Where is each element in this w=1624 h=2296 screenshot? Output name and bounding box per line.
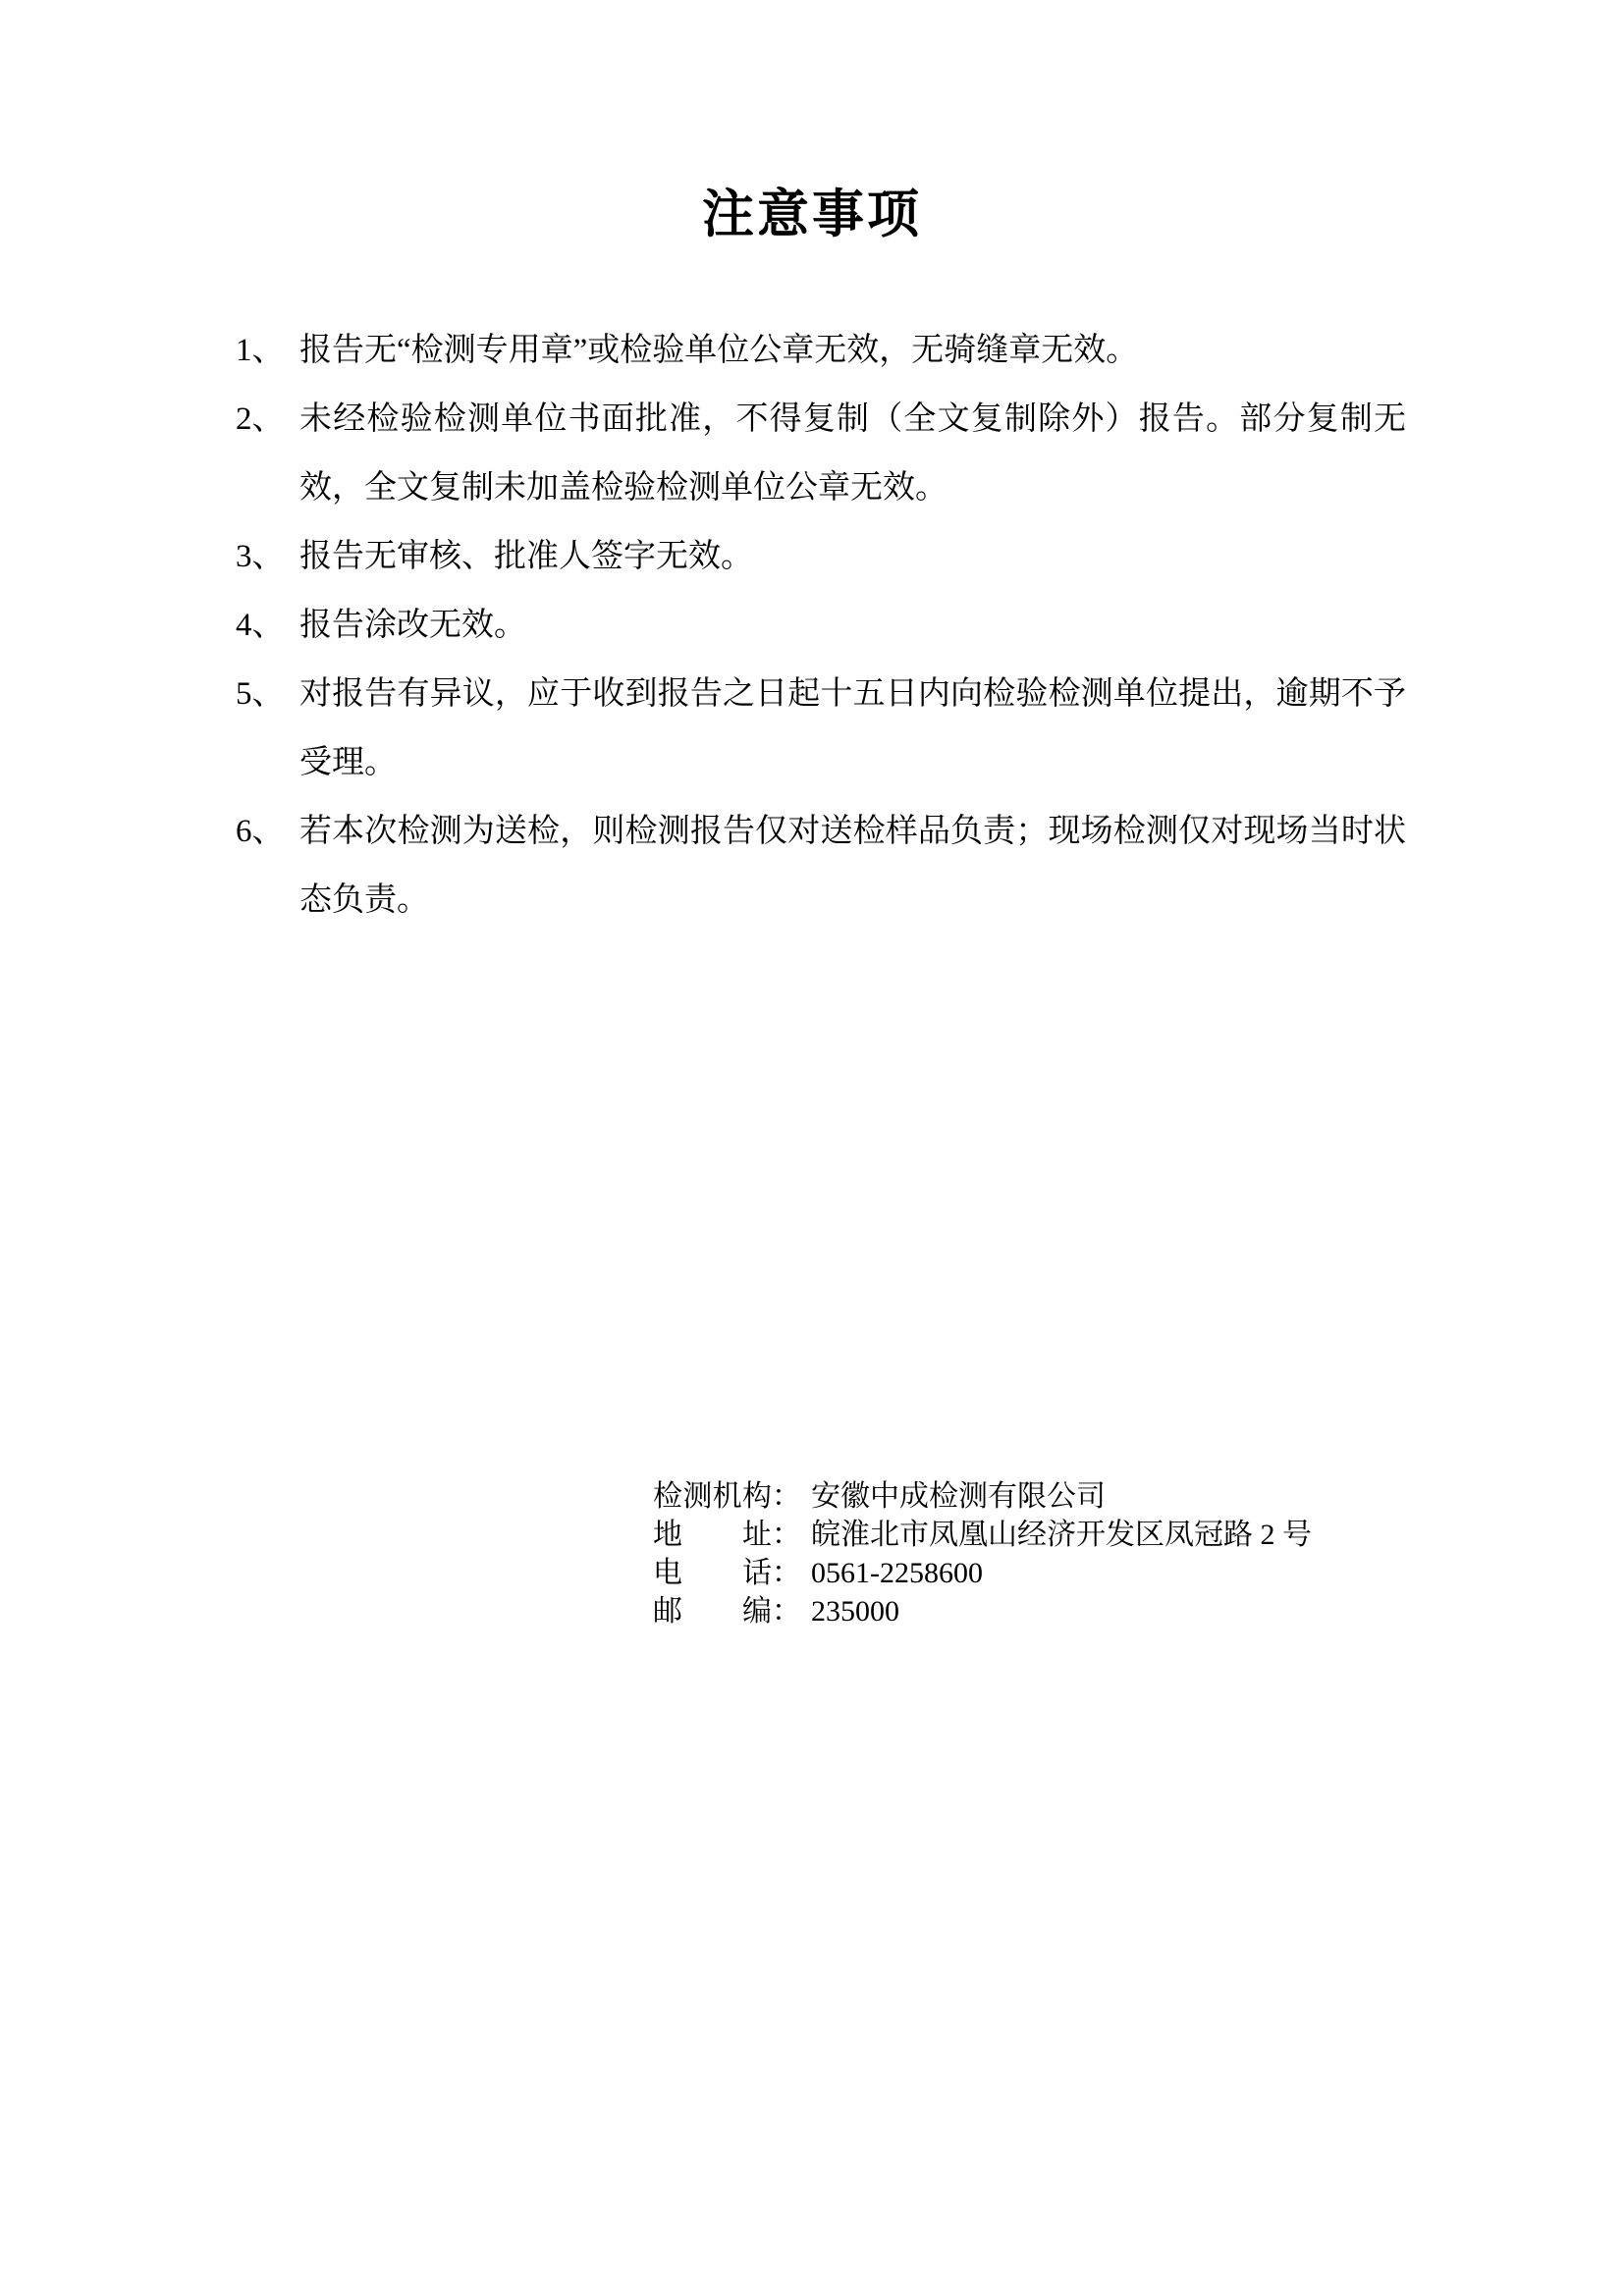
contact-row-label: 检测机构	[653, 1480, 772, 1513]
note-item-text: 未经检验检测单位书面批准，不得复制（全文复制除外）报告。部分复制无效，全文复制未加盖检验检测单位公章无效。	[299, 401, 1406, 506]
note-item-number: 2、	[236, 401, 285, 437]
contact-row-label: 邮编	[653, 1595, 772, 1628]
note-item-text: 对报告有异议，应于收到报告之日起十五日内向检验检测单位提出，逾期不予受理。	[299, 676, 1406, 780]
note-item-number: 6、	[236, 814, 285, 849]
contact-row-address	[653, 1516, 1312, 1554]
contact-row-value: 皖淮北市凤凰山经济开发区凤冠路 2 号	[811, 1519, 1312, 1551]
contact-row-colon: ：	[772, 1557, 801, 1589]
note-item-number: 4、	[236, 608, 285, 643]
note-item-number: 5、	[236, 676, 285, 712]
note-item	[236, 522, 1406, 591]
note-item	[236, 316, 1406, 385]
note-item-text: 报告涂改无效。	[299, 608, 526, 643]
note-item-number: 1、	[236, 333, 285, 368]
contact-row-value: 安徽中成检测有限公司	[811, 1480, 1106, 1513]
contact-info	[653, 1477, 1312, 1630]
notes-list	[236, 316, 1406, 934]
contact-row-value: 235000	[811, 1595, 899, 1628]
note-item-number: 3、	[236, 539, 285, 574]
note-item-text: 若本次检测为送检，则检测报告仅对送检样品负责；现场检测仅对现场当时状态负责。	[299, 814, 1406, 918]
contact-row-value: 0561-2258600	[811, 1557, 983, 1589]
note-item-text: 报告无“检测专用章”或检验单位公章无效，无骑缝章无效。	[299, 333, 1139, 368]
note-item	[236, 660, 1406, 797]
page-title: 注意事项	[702, 187, 922, 243]
contact-row-agency	[653, 1477, 1312, 1516]
contact-row-colon: ：	[772, 1595, 801, 1628]
contact-row-phone	[653, 1554, 1312, 1592]
contact-row-label: 地址	[653, 1519, 772, 1551]
contact-row-label: 电话	[653, 1557, 772, 1589]
note-item	[236, 385, 1406, 522]
note-item-text: 报告无审核、批准人签字无效。	[299, 539, 753, 574]
contact-row-colon: ：	[772, 1480, 801, 1513]
note-item	[236, 797, 1406, 934]
note-item	[236, 591, 1406, 660]
contact-row-colon: ：	[772, 1519, 801, 1551]
contact-row-postcode	[653, 1592, 1312, 1630]
